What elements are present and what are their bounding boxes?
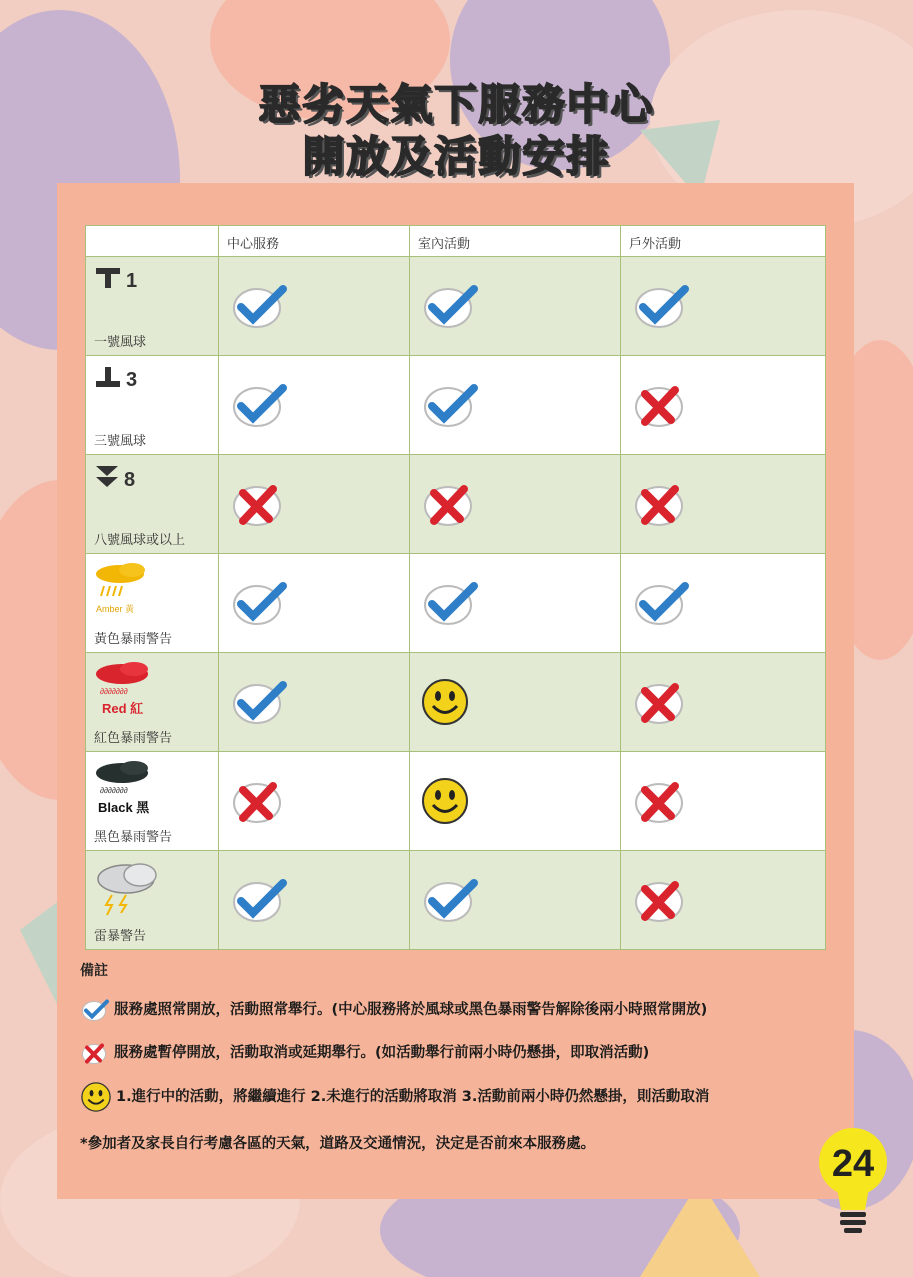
warning-signal-cell (86, 455, 219, 554)
arrangement-cell (219, 356, 410, 455)
signal-symbol-text: 8 (124, 469, 136, 491)
check-icon (229, 875, 289, 929)
header-label: 室內活動 (418, 237, 471, 252)
check-icon (631, 578, 691, 632)
notes-heading: 備註 (80, 963, 108, 979)
weather-arrangement-table (85, 225, 826, 950)
warning-signal-cell (86, 653, 219, 752)
arrangement-cell (621, 554, 826, 653)
arrangement-cell (410, 356, 621, 455)
arrangement-cell (410, 554, 621, 653)
arrangement-cell (410, 257, 621, 356)
table-header-row (86, 226, 826, 257)
table-row (86, 455, 826, 554)
arrangement-cell (219, 257, 410, 356)
black-rainstorm-icon (94, 760, 164, 822)
cross-icon (631, 875, 691, 929)
table-row (86, 257, 826, 356)
warning-signal-cell (86, 851, 219, 950)
check-icon (420, 578, 480, 632)
typhoon-signal-1-icon (94, 265, 154, 295)
check-icon (80, 997, 110, 1023)
check-icon (631, 281, 691, 335)
amber-rainstorm-icon (94, 562, 164, 622)
arrangement-cell (219, 653, 410, 752)
note-cross-text: 服務處暫停開放，活動取消或延期舉行。(如活動舉行前兩小時仍懸掛，即取消活動) (114, 1045, 650, 1061)
arrangement-cell (219, 752, 410, 851)
arrangement-cell (621, 653, 826, 752)
signal-label: 黑色暴雨警告 (94, 830, 173, 845)
cross-icon (631, 380, 691, 434)
warning-signal-cell (86, 554, 219, 653)
svg-text:∂∂∂∂∂∂∂: ∂∂∂∂∂∂∂ (100, 687, 128, 696)
header-cell-blank (86, 226, 219, 257)
check-icon (229, 677, 289, 731)
table-row (86, 356, 826, 455)
warning-signal-cell (86, 752, 219, 851)
table-row (86, 851, 826, 950)
cross-icon (229, 479, 289, 533)
check-icon (420, 281, 480, 335)
check-icon (420, 875, 480, 929)
arrangement-cell (621, 356, 826, 455)
note-smiley-text: 1.進行中的活動，將繼續進行 2.未進行的活動將取消 3.活動前兩小時仍然懸掛，則活動取消 (116, 1089, 710, 1105)
table-row (86, 653, 826, 752)
arrangement-cell (410, 851, 621, 950)
svg-text:∂∂∂∂∂∂∂: ∂∂∂∂∂∂∂ (100, 786, 128, 795)
thunderstorm-icon (94, 859, 164, 921)
typhoon-signal-8-icon (94, 463, 154, 497)
cross-icon (631, 479, 691, 533)
cross-icon (80, 1040, 110, 1066)
check-icon (229, 380, 289, 434)
cross-icon (631, 677, 691, 731)
arrangement-cell (621, 257, 826, 356)
arrangement-cell (621, 851, 826, 950)
cross-icon (631, 776, 691, 830)
arrangement-cell (410, 653, 621, 752)
signal-symbol-text: 1 (126, 270, 138, 291)
header-label: 戶外活動 (629, 237, 682, 252)
typhoon-signal-3-icon (94, 364, 154, 394)
arrangement-cell (219, 851, 410, 950)
smiley-icon (420, 677, 470, 731)
header-cell-outdoor (621, 226, 826, 257)
table-row (86, 554, 826, 653)
page-number: 24 (831, 1143, 875, 1185)
signal-label: 黃色暴雨警告 (94, 632, 173, 647)
header-cell-center-service (219, 226, 410, 257)
lightbulb-page-number-icon (817, 1128, 889, 1248)
signal-label: 雷暴警告 (94, 929, 147, 944)
arrangement-cell (410, 455, 621, 554)
arrangement-cell (219, 455, 410, 554)
check-icon (420, 380, 480, 434)
note-footnote: *參加者及家長自行考慮各區的天氣，道路及交通情況，決定是否前來本服務處。 (80, 1136, 596, 1152)
header-cell-indoor (410, 226, 621, 257)
arrangement-cell (621, 455, 826, 554)
check-icon (229, 281, 289, 335)
note-check-text: 服務處照常開放，活動照常舉行。(中心服務將於風球或黑色暴雨警告解除後兩小時照常開放) (114, 1002, 708, 1018)
signal-symbol-text: Black 黑 (98, 800, 150, 815)
header-label: 中心服務 (227, 237, 280, 252)
signal-label: 八號風球或以上 (94, 533, 186, 548)
red-rainstorm-icon (94, 661, 164, 723)
cross-icon (229, 776, 289, 830)
signal-label: 紅色暴雨警告 (94, 731, 173, 746)
signal-label: 一號風球 (94, 335, 147, 350)
check-icon (229, 578, 289, 632)
signal-symbol-text: 3 (126, 369, 138, 390)
signal-label: 三號風球 (94, 434, 147, 449)
note-check (80, 997, 707, 1023)
cross-icon (420, 479, 480, 533)
warning-signal-cell (86, 257, 219, 356)
smiley-icon (420, 776, 470, 830)
note-smiley (80, 1081, 709, 1113)
page-title-line-1: 惡劣天氣下服務中心 (258, 80, 655, 129)
arrangement-cell (621, 752, 826, 851)
arrangement-cell (410, 752, 621, 851)
warning-signal-cell (86, 356, 219, 455)
page-title-line-2: 開放及活動安排 (302, 132, 611, 181)
arrangement-cell (219, 554, 410, 653)
signal-symbol-text: Amber 黃 (96, 604, 135, 614)
signal-symbol-text: Red 紅 (102, 701, 144, 716)
smiley-icon (80, 1081, 112, 1113)
table-row (86, 752, 826, 851)
note-cross (80, 1040, 649, 1066)
